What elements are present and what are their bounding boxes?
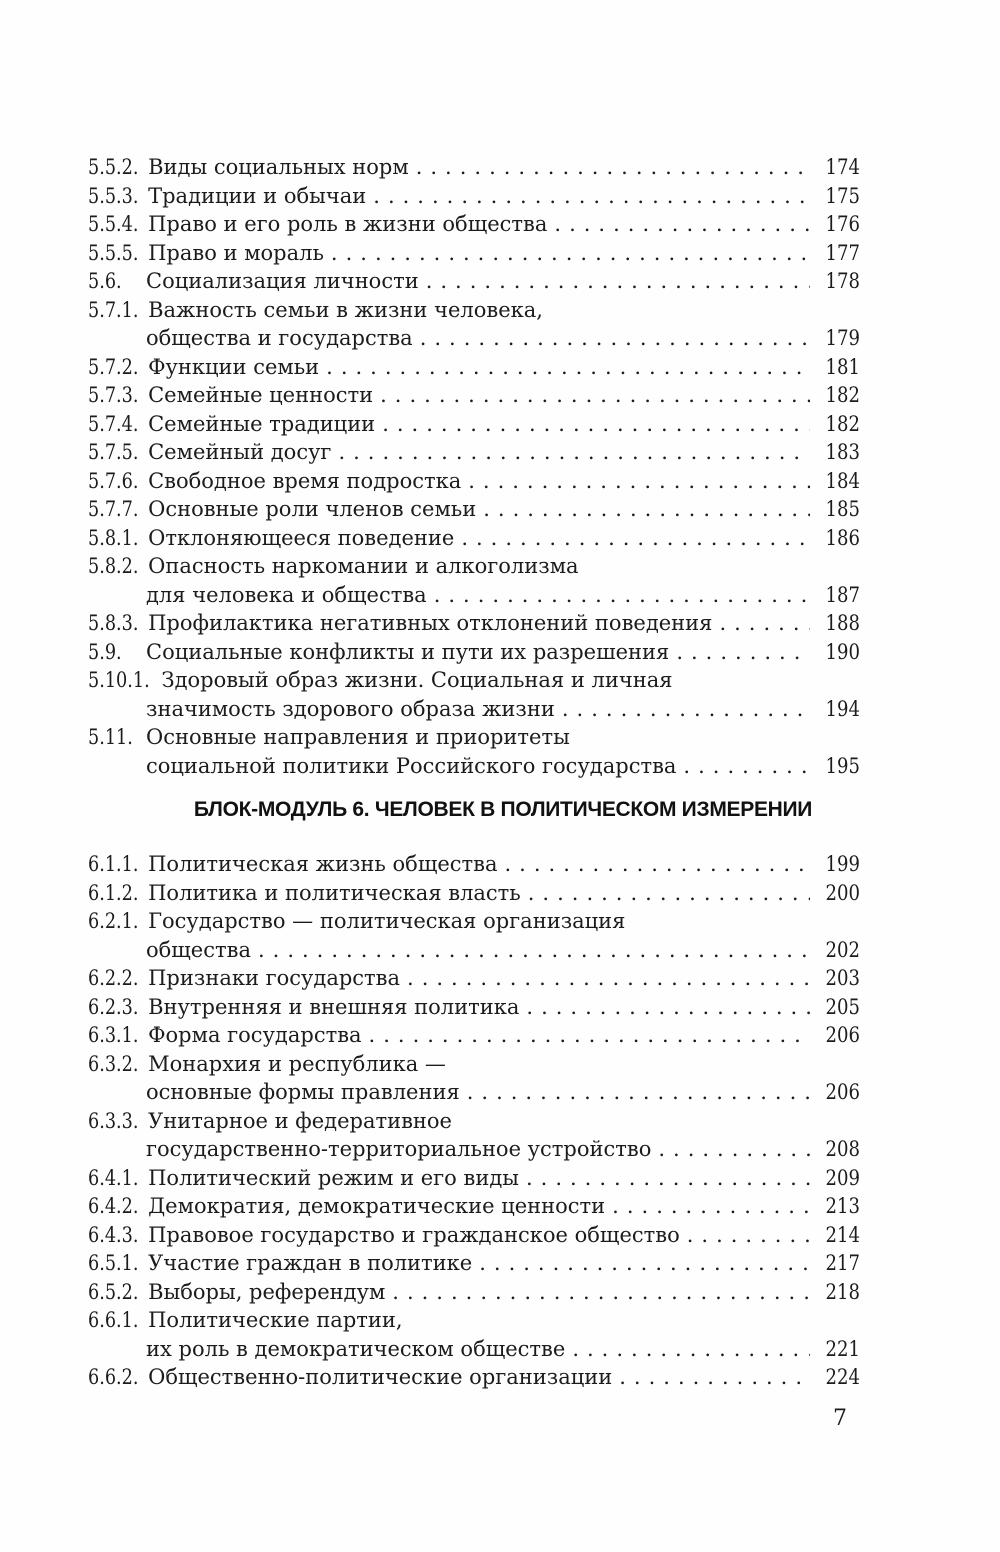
toc-entry-row bbox=[88, 296, 860, 325]
entry-number: 5.5.2. bbox=[88, 155, 139, 179]
toc-entry-row bbox=[88, 153, 860, 182]
entry-page-number: 221 bbox=[825, 1336, 860, 1361]
entry-number: 6.3.2. bbox=[88, 1051, 139, 1076]
dot-leader bbox=[461, 524, 810, 553]
dot-leader bbox=[658, 1135, 810, 1164]
toc-entry-row bbox=[88, 1135, 860, 1164]
toc-entry-row bbox=[88, 1050, 860, 1079]
dot-leader bbox=[426, 267, 810, 296]
toc-entry-row bbox=[88, 1278, 860, 1307]
entry-number: 6.2.1. bbox=[88, 909, 139, 933]
entry-page-number: 209 bbox=[825, 1165, 860, 1190]
entry-page-number: 200 bbox=[825, 880, 860, 905]
entry-number: 5.5.4. bbox=[88, 212, 139, 236]
toc-entry-row bbox=[88, 581, 860, 610]
entry-number: 6.2.2. bbox=[88, 966, 139, 990]
dot-leader bbox=[420, 324, 810, 353]
entry-number: 5.7.3. bbox=[88, 383, 139, 407]
entry-title: Участие граждан в политике bbox=[148, 1251, 473, 1275]
toc-entry-row bbox=[88, 182, 860, 211]
entry-title: Демократия, демократические ценности bbox=[148, 1194, 606, 1218]
dot-leader bbox=[676, 638, 810, 667]
entry-title: Признаки государства bbox=[148, 966, 401, 990]
entry-number: 5.9. bbox=[88, 639, 122, 664]
toc-entry-row bbox=[88, 638, 860, 667]
entry-title: Монархия и республика — bbox=[148, 1051, 446, 1076]
dot-leader bbox=[505, 850, 811, 879]
entry-page-number: 183 bbox=[825, 440, 860, 464]
entry-page-number: 174 bbox=[825, 155, 860, 179]
toc-entry-row bbox=[88, 324, 860, 353]
entry-title: для человека и общества bbox=[146, 582, 427, 607]
toc-entry-row bbox=[88, 1164, 860, 1193]
toc-entry-row bbox=[88, 1107, 860, 1136]
entry-number: 6.4.2. bbox=[88, 1194, 139, 1218]
entry-title: Политика и политическая власть bbox=[148, 880, 521, 905]
entry-title: Важность семьи в жизни человека, bbox=[148, 297, 543, 322]
toc-entry-row bbox=[88, 850, 860, 879]
entry-number: 6.2.3. bbox=[88, 994, 139, 1019]
dot-leader bbox=[326, 353, 810, 382]
entry-title: Отклоняющееся поведение bbox=[148, 525, 455, 550]
entry-number: 6.1.2. bbox=[88, 880, 139, 905]
entry-page-number: 214 bbox=[825, 1222, 860, 1247]
folio-page-number: 7 bbox=[833, 1405, 847, 1431]
dot-leader bbox=[338, 438, 810, 467]
dot-leader bbox=[258, 936, 810, 965]
entry-page-number: 203 bbox=[825, 966, 860, 990]
dot-leader bbox=[526, 1164, 810, 1193]
dot-leader bbox=[562, 695, 810, 724]
dot-leader bbox=[434, 581, 810, 610]
entry-title: Политическая жизнь общества bbox=[148, 852, 498, 876]
toc-entry-row bbox=[88, 1335, 860, 1364]
entry-title: Виды социальных норм bbox=[148, 155, 409, 179]
entry-page-number: 202 bbox=[825, 937, 860, 962]
entry-title: общества bbox=[146, 937, 251, 962]
entry-title: Право и его роль в жизни общества bbox=[148, 212, 548, 236]
toc-entry-row bbox=[88, 1249, 860, 1278]
dot-leader bbox=[392, 1278, 810, 1307]
toc-entry-row bbox=[88, 267, 860, 296]
toc-list bbox=[88, 153, 860, 1433]
toc-entry-row bbox=[88, 410, 860, 439]
entry-title: государственно-территориальное устройство bbox=[146, 1137, 652, 1161]
toc-entry-row bbox=[88, 752, 860, 781]
entry-number: 6.6.1. bbox=[88, 1308, 139, 1332]
module-heading: БЛОК-МОДУЛЬ 6. ЧЕЛОВЕК В ПОЛИТИЧЕСКОМ ИЗМЕРЕНИИ bbox=[193, 798, 813, 821]
entry-title: Семейный досуг bbox=[148, 440, 332, 464]
entry-number: 5.5.5. bbox=[88, 240, 139, 265]
toc-entry-row bbox=[88, 552, 860, 581]
toc-entry-row bbox=[88, 993, 860, 1022]
toc-entry-row bbox=[88, 467, 860, 496]
entry-title: Традиции и обычаи bbox=[148, 183, 367, 208]
toc-entry-row bbox=[88, 495, 860, 524]
toc-entry-row bbox=[88, 879, 860, 908]
entry-number: 5.7.2. bbox=[88, 354, 139, 379]
entry-page-number: 199 bbox=[825, 852, 860, 876]
dot-leader bbox=[416, 153, 810, 182]
entry-number: 5.7.7. bbox=[88, 497, 139, 521]
entry-title: Основные направления и приоритеты bbox=[146, 725, 570, 749]
entry-page-number: 206 bbox=[825, 1080, 860, 1104]
entry-page-number: 182 bbox=[825, 383, 860, 407]
entry-page-number: 224 bbox=[825, 1365, 860, 1389]
toc-entry-row bbox=[88, 1192, 860, 1221]
entry-title: Здоровый образ жизни. Социальная и личная bbox=[161, 668, 673, 692]
entry-title: Свободное время подростка bbox=[148, 468, 462, 493]
entry-page-number: 176 bbox=[825, 212, 860, 236]
entry-title: социальной политики Российского государства bbox=[146, 753, 677, 778]
entry-number: 5.7.4. bbox=[88, 411, 139, 436]
entry-title: Функции семьи bbox=[148, 354, 320, 379]
dot-leader bbox=[382, 410, 810, 439]
dot-leader bbox=[369, 1021, 810, 1050]
entry-page-number: 190 bbox=[825, 639, 860, 664]
toc-entry-row bbox=[88, 1221, 860, 1250]
entry-page-number: 217 bbox=[825, 1251, 860, 1275]
dot-leader bbox=[612, 1192, 810, 1221]
toc-entry-row bbox=[88, 723, 860, 752]
entry-number: 5.5.3. bbox=[88, 183, 139, 208]
entry-number: 6.6.2. bbox=[88, 1365, 139, 1389]
dot-leader bbox=[479, 1249, 810, 1278]
entry-page-number: 218 bbox=[825, 1279, 860, 1304]
entry-number: 6.3.3. bbox=[88, 1108, 139, 1133]
entry-page-number: 182 bbox=[825, 411, 860, 436]
entry-title: Социальные конфликты и пути их разрешения bbox=[146, 639, 670, 664]
entry-page-number: 181 bbox=[825, 354, 860, 379]
entry-number: 6.4.1. bbox=[88, 1165, 139, 1190]
toc-entry-row bbox=[88, 666, 860, 695]
dot-leader bbox=[554, 210, 810, 239]
dot-leader bbox=[719, 609, 810, 638]
entry-number: 6.4.3. bbox=[88, 1222, 139, 1247]
entry-number: 6.5.1. bbox=[88, 1251, 139, 1275]
toc-entry-row bbox=[88, 1078, 860, 1107]
entry-number: 6.1.1. bbox=[88, 852, 139, 876]
dot-leader bbox=[572, 1335, 810, 1364]
entry-number: 6.3.1. bbox=[88, 1023, 139, 1047]
entry-number: 5.11. bbox=[88, 725, 133, 749]
entry-page-number: 175 bbox=[825, 183, 860, 208]
dot-leader bbox=[483, 495, 810, 524]
entry-page-number: 184 bbox=[825, 468, 860, 493]
entry-page-number: 178 bbox=[825, 269, 860, 293]
entry-title: Опасность наркомании и алкоголизма bbox=[148, 554, 579, 578]
entry-title: Основные роли членов семьи bbox=[148, 497, 477, 521]
entry-title: их роль в демократическом обществе bbox=[146, 1336, 566, 1361]
entry-title: Выборы, референдум bbox=[148, 1279, 386, 1304]
toc-entry-row bbox=[88, 438, 860, 467]
entry-title: Унитарное и федеративное bbox=[148, 1108, 452, 1133]
dot-leader bbox=[407, 964, 810, 993]
entry-title: Профилактика негативных отклонений поведения bbox=[148, 611, 713, 635]
entry-title: основные формы правления bbox=[146, 1080, 460, 1104]
dot-leader bbox=[528, 879, 810, 908]
entry-title: Государство — политическая организация bbox=[148, 909, 626, 933]
entry-page-number: 185 bbox=[825, 497, 860, 521]
dot-leader bbox=[380, 381, 810, 410]
entry-number: 5.7.6. bbox=[88, 468, 139, 493]
entry-number: 6.5.2. bbox=[88, 1279, 139, 1304]
toc-entry-row bbox=[88, 381, 860, 410]
entry-title: Право и мораль bbox=[148, 240, 324, 265]
toc-entry-row bbox=[88, 609, 860, 638]
toc-entry-row bbox=[88, 239, 860, 268]
entry-number: 5.8.2. bbox=[88, 554, 139, 578]
entry-number: 5.7.1. bbox=[88, 297, 139, 322]
toc-entry-row bbox=[88, 353, 860, 382]
entry-page-number: 188 bbox=[825, 611, 860, 635]
entry-number: 5.8.1. bbox=[88, 525, 139, 550]
toc-entry-row bbox=[88, 936, 860, 965]
toc-entry-row bbox=[88, 695, 860, 724]
entry-number: 5.7.5. bbox=[88, 440, 139, 464]
toc-entry-row bbox=[88, 1306, 860, 1335]
entry-title: Политический режим и его виды bbox=[148, 1165, 519, 1190]
entry-title: Правовое государство и гражданское общество bbox=[148, 1222, 680, 1247]
entry-page-number: 186 bbox=[825, 525, 860, 550]
dot-leader bbox=[683, 752, 810, 781]
entry-title: Форма государства bbox=[148, 1023, 362, 1047]
entry-number: 5.6. bbox=[88, 269, 122, 293]
entry-title: Внутренняя и внешняя политика bbox=[148, 994, 520, 1019]
dot-leader bbox=[526, 993, 810, 1022]
toc-entry-row bbox=[88, 907, 860, 936]
dot-leader bbox=[331, 239, 810, 268]
entry-page-number: 179 bbox=[825, 326, 860, 350]
toc-entry-row bbox=[88, 210, 860, 239]
toc-entry-row bbox=[88, 1363, 860, 1392]
entry-page-number: 187 bbox=[825, 582, 860, 607]
entry-title: общества и государства bbox=[146, 326, 413, 350]
entry-page-number: 195 bbox=[825, 753, 860, 778]
entry-page-number: 206 bbox=[825, 1023, 860, 1047]
entry-number: 5.10.1. bbox=[88, 668, 150, 692]
dot-leader bbox=[619, 1363, 810, 1392]
entry-number: 5.8.3. bbox=[88, 611, 139, 635]
dot-leader bbox=[468, 467, 810, 496]
entry-title: Общественно-политические организации bbox=[148, 1365, 613, 1389]
entry-page-number: 208 bbox=[825, 1137, 860, 1161]
entry-page-number: 177 bbox=[825, 240, 860, 265]
entry-title: Политические партии, bbox=[148, 1308, 403, 1332]
dot-leader bbox=[467, 1078, 810, 1107]
entry-page-number: 205 bbox=[825, 994, 860, 1019]
entry-page-number: 213 bbox=[825, 1194, 860, 1218]
dot-leader bbox=[687, 1221, 810, 1250]
entry-title: Социализация личности bbox=[146, 269, 419, 293]
entry-page-number: 194 bbox=[825, 696, 860, 721]
entry-title: значимость здорового образа жизни bbox=[146, 696, 555, 721]
entry-title: Семейные ценности bbox=[148, 383, 374, 407]
entry-title: Семейные традиции bbox=[148, 411, 376, 436]
dot-leader bbox=[373, 182, 810, 211]
toc-entry-row bbox=[88, 1021, 860, 1050]
toc-entry-row bbox=[88, 964, 860, 993]
toc-entry-row bbox=[88, 524, 860, 553]
